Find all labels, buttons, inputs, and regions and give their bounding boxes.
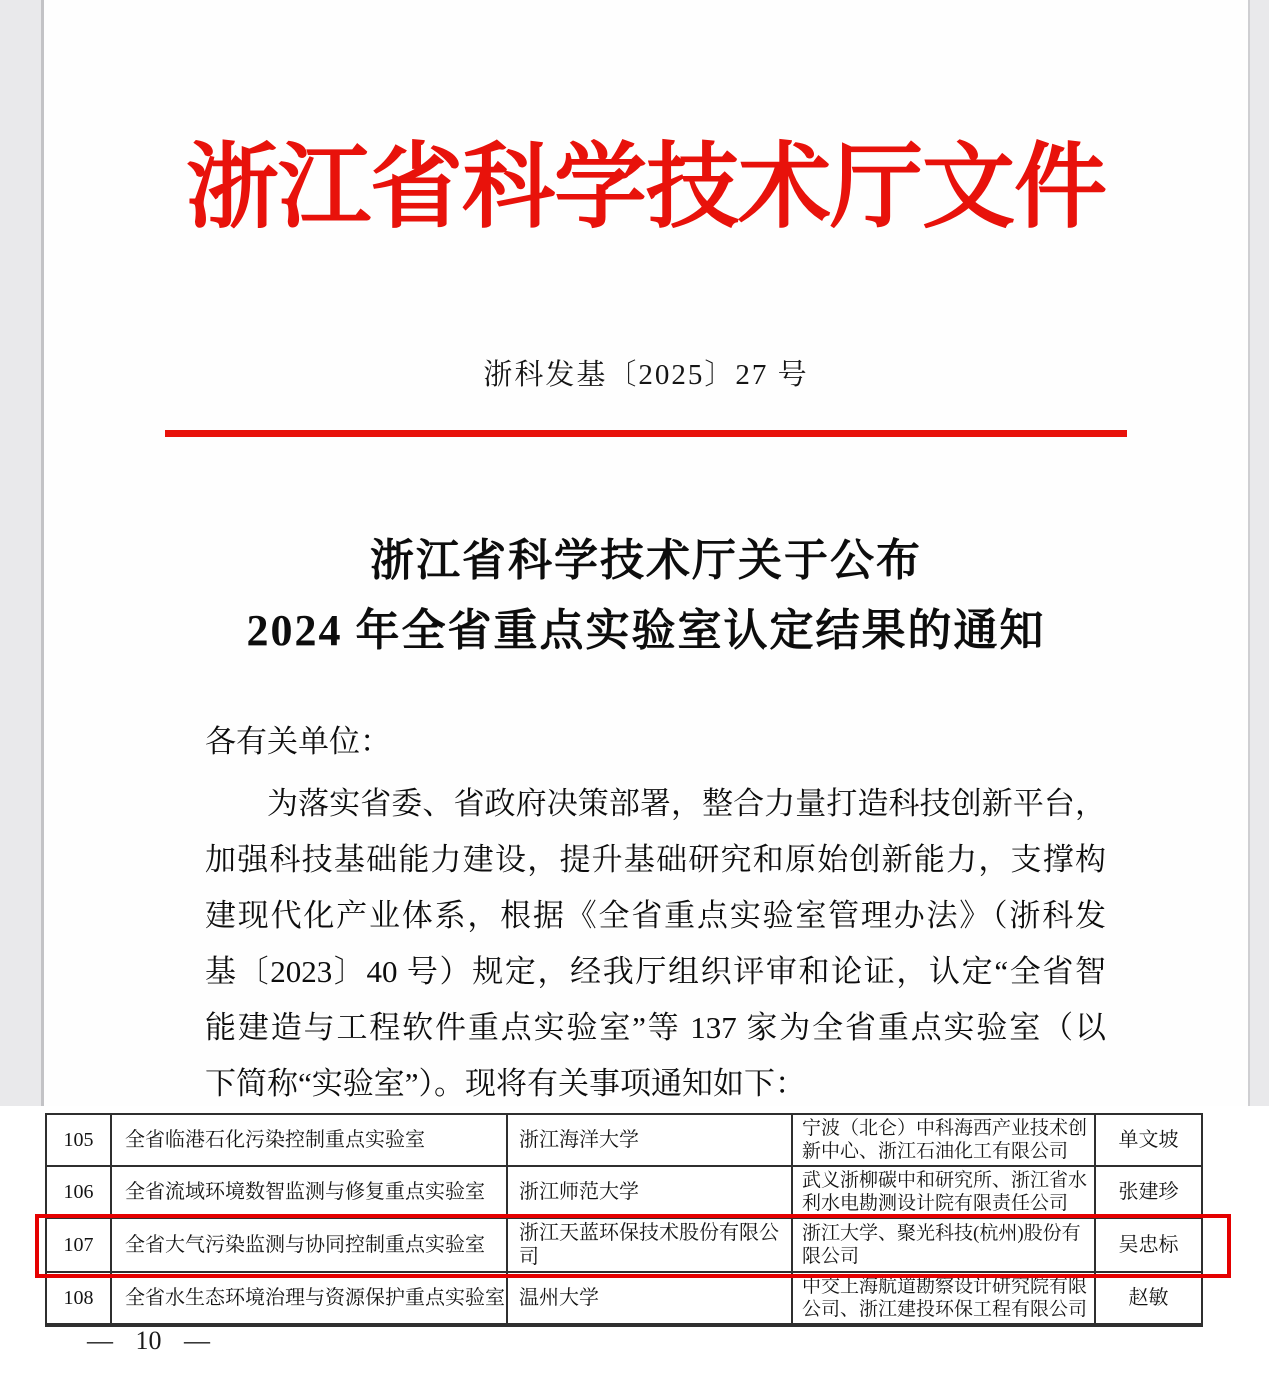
salutation: 各有关单位： (205, 724, 391, 759)
cell-partner-units: 浙江大学、聚光科技(杭州)股份有限公司 (793, 1219, 1096, 1271)
body-line: 为落实省委、省政府决策部署，整合力量打造科技创新平台， (267, 786, 1106, 821)
body-line: 下简称“实验室”）。现将有关事项通知如下： (205, 1066, 807, 1101)
body-paragraph (205, 776, 1106, 1112)
table-row (47, 1219, 1201, 1273)
cell-director: 赵敏 (1128, 1287, 1169, 1309)
document-header-title: 浙江省科学技术厅文件 (186, 137, 1106, 240)
cell-row-number: 108 (47, 1273, 112, 1323)
page-number: — 10 — (87, 1326, 210, 1355)
body-line: 能建造与工程软件重点实验室”等 137 家为全省重点实验室（以 (205, 1010, 1106, 1045)
cell-host-unit: 温州大学 (508, 1273, 793, 1323)
scan-margin-left (0, 0, 44, 1106)
cell-lab-name: 全省流域环境数智监测与修复重点实验室 (112, 1167, 508, 1217)
document-number: 浙科发基〔2025〕27 号 (483, 359, 809, 391)
notice-title-line1: 浙江省科学技术厅关于公布 (370, 536, 922, 585)
cell-lab-name: 全省临港石化污染控制重点实验室 (112, 1115, 508, 1165)
cell-lab-name: 全省水生态环境治理与资源保护重点实验室 (112, 1273, 508, 1323)
body-line: 基〔2023〕40 号）规定，经我厅组织评审和论证，认定“全省智 (205, 954, 1106, 989)
cell-row-number: 106 (47, 1167, 112, 1217)
cell-host-unit: 浙江海洋大学 (508, 1115, 793, 1165)
table-row (47, 1273, 1201, 1325)
cell-row-number: 107 (47, 1219, 112, 1271)
cell-director: 单文坡 (1118, 1129, 1179, 1151)
notice-title-line2: 2024 年全省重点实验室认定结果的通知 (246, 606, 1046, 655)
cell-host-unit: 浙江天蓝环保技术股份有限公司 (508, 1219, 793, 1271)
cell-partner-units: 武义浙柳碳中和研究所、浙江省水利水电勘测设计院有限责任公司 (793, 1167, 1096, 1217)
cell-lab-name: 全省大气污染监测与协同控制重点实验室 (112, 1219, 508, 1271)
results-table (45, 1113, 1203, 1327)
scan-margin-right (1248, 0, 1269, 1106)
document-page (44, 0, 1248, 1106)
body-line: 建现代化产业体系，根据《全省重点实验室管理办法》（浙科发 (205, 898, 1106, 933)
cell-partner-units: 中交上海航道勘察设计研究院有限公司、浙江建投环保工程有限公司 (793, 1273, 1096, 1323)
table-row (47, 1115, 1201, 1167)
body-line: 加强科技基础能力建设，提升基础研究和原始创新能力，支撑构 (205, 842, 1106, 877)
cell-partner-units: 宁波（北仑）中科海西产业技术创新中心、浙江石油化工有限公司 (793, 1115, 1096, 1165)
table-row (47, 1167, 1201, 1219)
cell-director: 吴忠标 (1118, 1234, 1179, 1256)
cell-row-number: 105 (47, 1115, 112, 1165)
cell-director: 张建珍 (1118, 1181, 1179, 1203)
cell-host-unit: 浙江师范大学 (508, 1167, 793, 1217)
red-separator-line (165, 430, 1127, 437)
